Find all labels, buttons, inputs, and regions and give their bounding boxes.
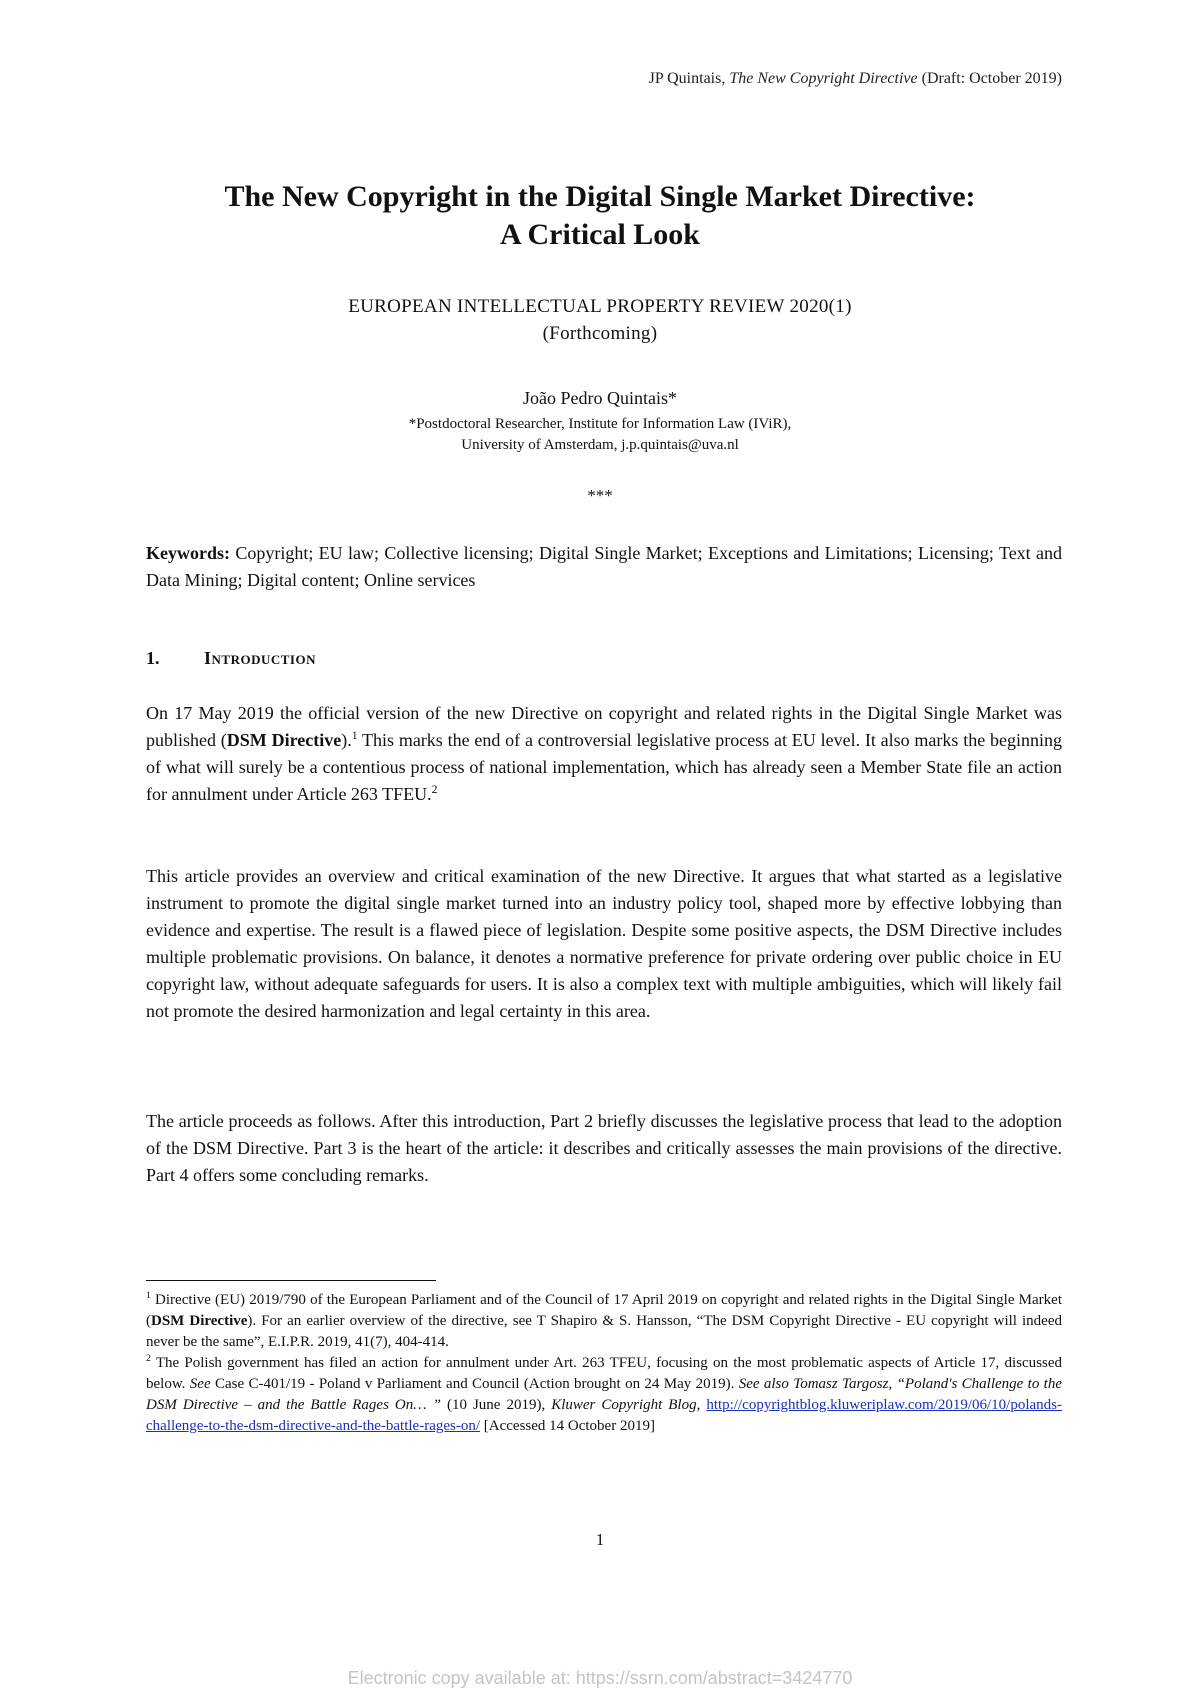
p1-text-a: On 17 May 2019 the official version of the new Directive on copyright and related rights in the Digital Single Market was published (	[146, 703, 1062, 750]
author-name: João Pedro Quintais*	[523, 388, 677, 408]
keywords-text: Copyright; EU law; Collective licensing; Digital Single Market; Exceptions and Limitations; Licensing; Text and Data Mining; Digital content; Online services	[146, 543, 1063, 590]
journal-name: EUROPEAN INTELLECTUAL PROPERTY REVIEW 2020(1)	[348, 296, 852, 317]
running-header	[649, 70, 1062, 88]
footnote-ref-2[interactable]: 2	[431, 783, 438, 796]
paper-title	[0, 178, 1200, 254]
paragraph-1	[146, 700, 1062, 808]
section-number: 1.	[146, 648, 160, 668]
footnote-1-text-a: Directive (EU) 2019/790 of the European Parliament and of the Council of 17 April 2019 on copyright and related rights in the Digital Single Market (	[146, 1292, 1062, 1329]
section-separator: ***	[587, 486, 613, 505]
footnote-2-text-a: The Polish government has filed an action for annulment under Art. 263 TFEU, focusing on the most problematic aspects of Article 17, discussed below.	[146, 1355, 1062, 1392]
page-number: 1	[595, 1530, 605, 1549]
paragraph-3: The article proceeds as follows. After this introduction, Part 2 briefly discusses the legislative process that lead to the adoption of the DSM Directive. Part 3 is the heart of the article: it describes and critically assesses the main provisions of the directive. Part 4 offers some concluding remarks.	[146, 1111, 1062, 1185]
header-author: JP Quintais,	[648, 70, 726, 87]
footnote-1-bold: DSM Directive	[151, 1313, 248, 1329]
affiliation-line-2: University of Amsterdam, j.p.quintais@uva.nl	[461, 437, 739, 453]
footnote-2-text-c: (10 June 2019),	[440, 1397, 552, 1413]
footnote-ref-1[interactable]: 1	[351, 729, 358, 742]
footnote-1	[146, 1290, 1062, 1353]
section-heading	[146, 648, 316, 669]
footnote-2-text-b: Case C-401/19 - Poland v Parliament and Council (Action brought on 24 May 2019).	[210, 1376, 739, 1392]
p1-text-c: This marks the end of a controversial legislative process at EU level. It also marks the beginning of what will surely be a contentious process of national implementation, which has already seen a Member State file an action for annulment under Article 263 TFEU.	[146, 730, 1062, 804]
keywords	[146, 540, 1062, 594]
journal-status: (Forthcoming)	[542, 323, 658, 344]
footnote-2-accessed: [Accessed 14 October 2019]	[480, 1418, 655, 1434]
footnote-2-blog: Kluwer Copyright Blog,	[551, 1397, 701, 1413]
footnote-1-text-b: ). For an earlier overview of the directive, see T Shapiro & S. Hansson, “The DSM Copyright Directive - EU copyright will indeed never be the same”, E.I.P.R. 2019, 41(7), 404-414.	[146, 1313, 1062, 1350]
footnote-2-see: See	[189, 1376, 211, 1392]
journal-info	[0, 293, 1200, 347]
footnote-1-marker: 1	[146, 1290, 151, 1301]
header-title: The New Copyright Directive	[729, 70, 918, 87]
p1-text-b: ).	[341, 730, 352, 750]
footnote-divider	[146, 1280, 436, 1281]
title-line-2: A Critical Look	[500, 218, 700, 251]
title-line-1: The New Copyright in the Digital Single Market Directive:	[224, 180, 976, 213]
footnote-2-marker: 2	[146, 1353, 151, 1364]
section-title: Introduction	[204, 648, 316, 668]
footnote-2	[146, 1353, 1062, 1437]
p1-dsm-bold: DSM Directive	[226, 730, 342, 750]
footnote-2-link[interactable]: http://copyrightblog.kluweriplaw.com/2019/06/10/polands-challenge-to-the-dsm-directive-and-the-battle-rages-on/	[146, 1397, 1062, 1434]
author-affiliation	[0, 414, 1200, 456]
ssrn-footer: Electronic copy available at: https://ssrn.com/abstract=3424770	[347, 1668, 853, 1688]
header-draft: (Draft: October 2019)	[921, 70, 1062, 87]
footnotes	[146, 1290, 1062, 1437]
footnote-2-see-also: See also Tomasz Targosz, “Poland's Challenge to the DSM Directive – and the Battle Rages On… ”	[146, 1376, 1062, 1413]
keywords-label: Keywords:	[146, 543, 230, 563]
paragraph-2: This article provides an overview and critical examination of the new Directive. It argues that what started as a legislative instrument to promote the digital single market turned into an industry policy tool, shaped more by effective lobbying than evidence and expertise. The result is a flawed piece of legislation. Despite some positive aspects, the DSM Directive includes multiple problematic provisions. On balance, it denotes a normative preference for private ordering over public choice in EU copyright law, without adequate safeguards for users. It is also a complex text with multiple ambiguities, which will likely fail not promote the desired harmonization and legal certainty in this area.	[146, 866, 1062, 1021]
affiliation-line-1: *Postdoctoral Researcher, Institute for Information Law (IViR),	[408, 416, 792, 432]
